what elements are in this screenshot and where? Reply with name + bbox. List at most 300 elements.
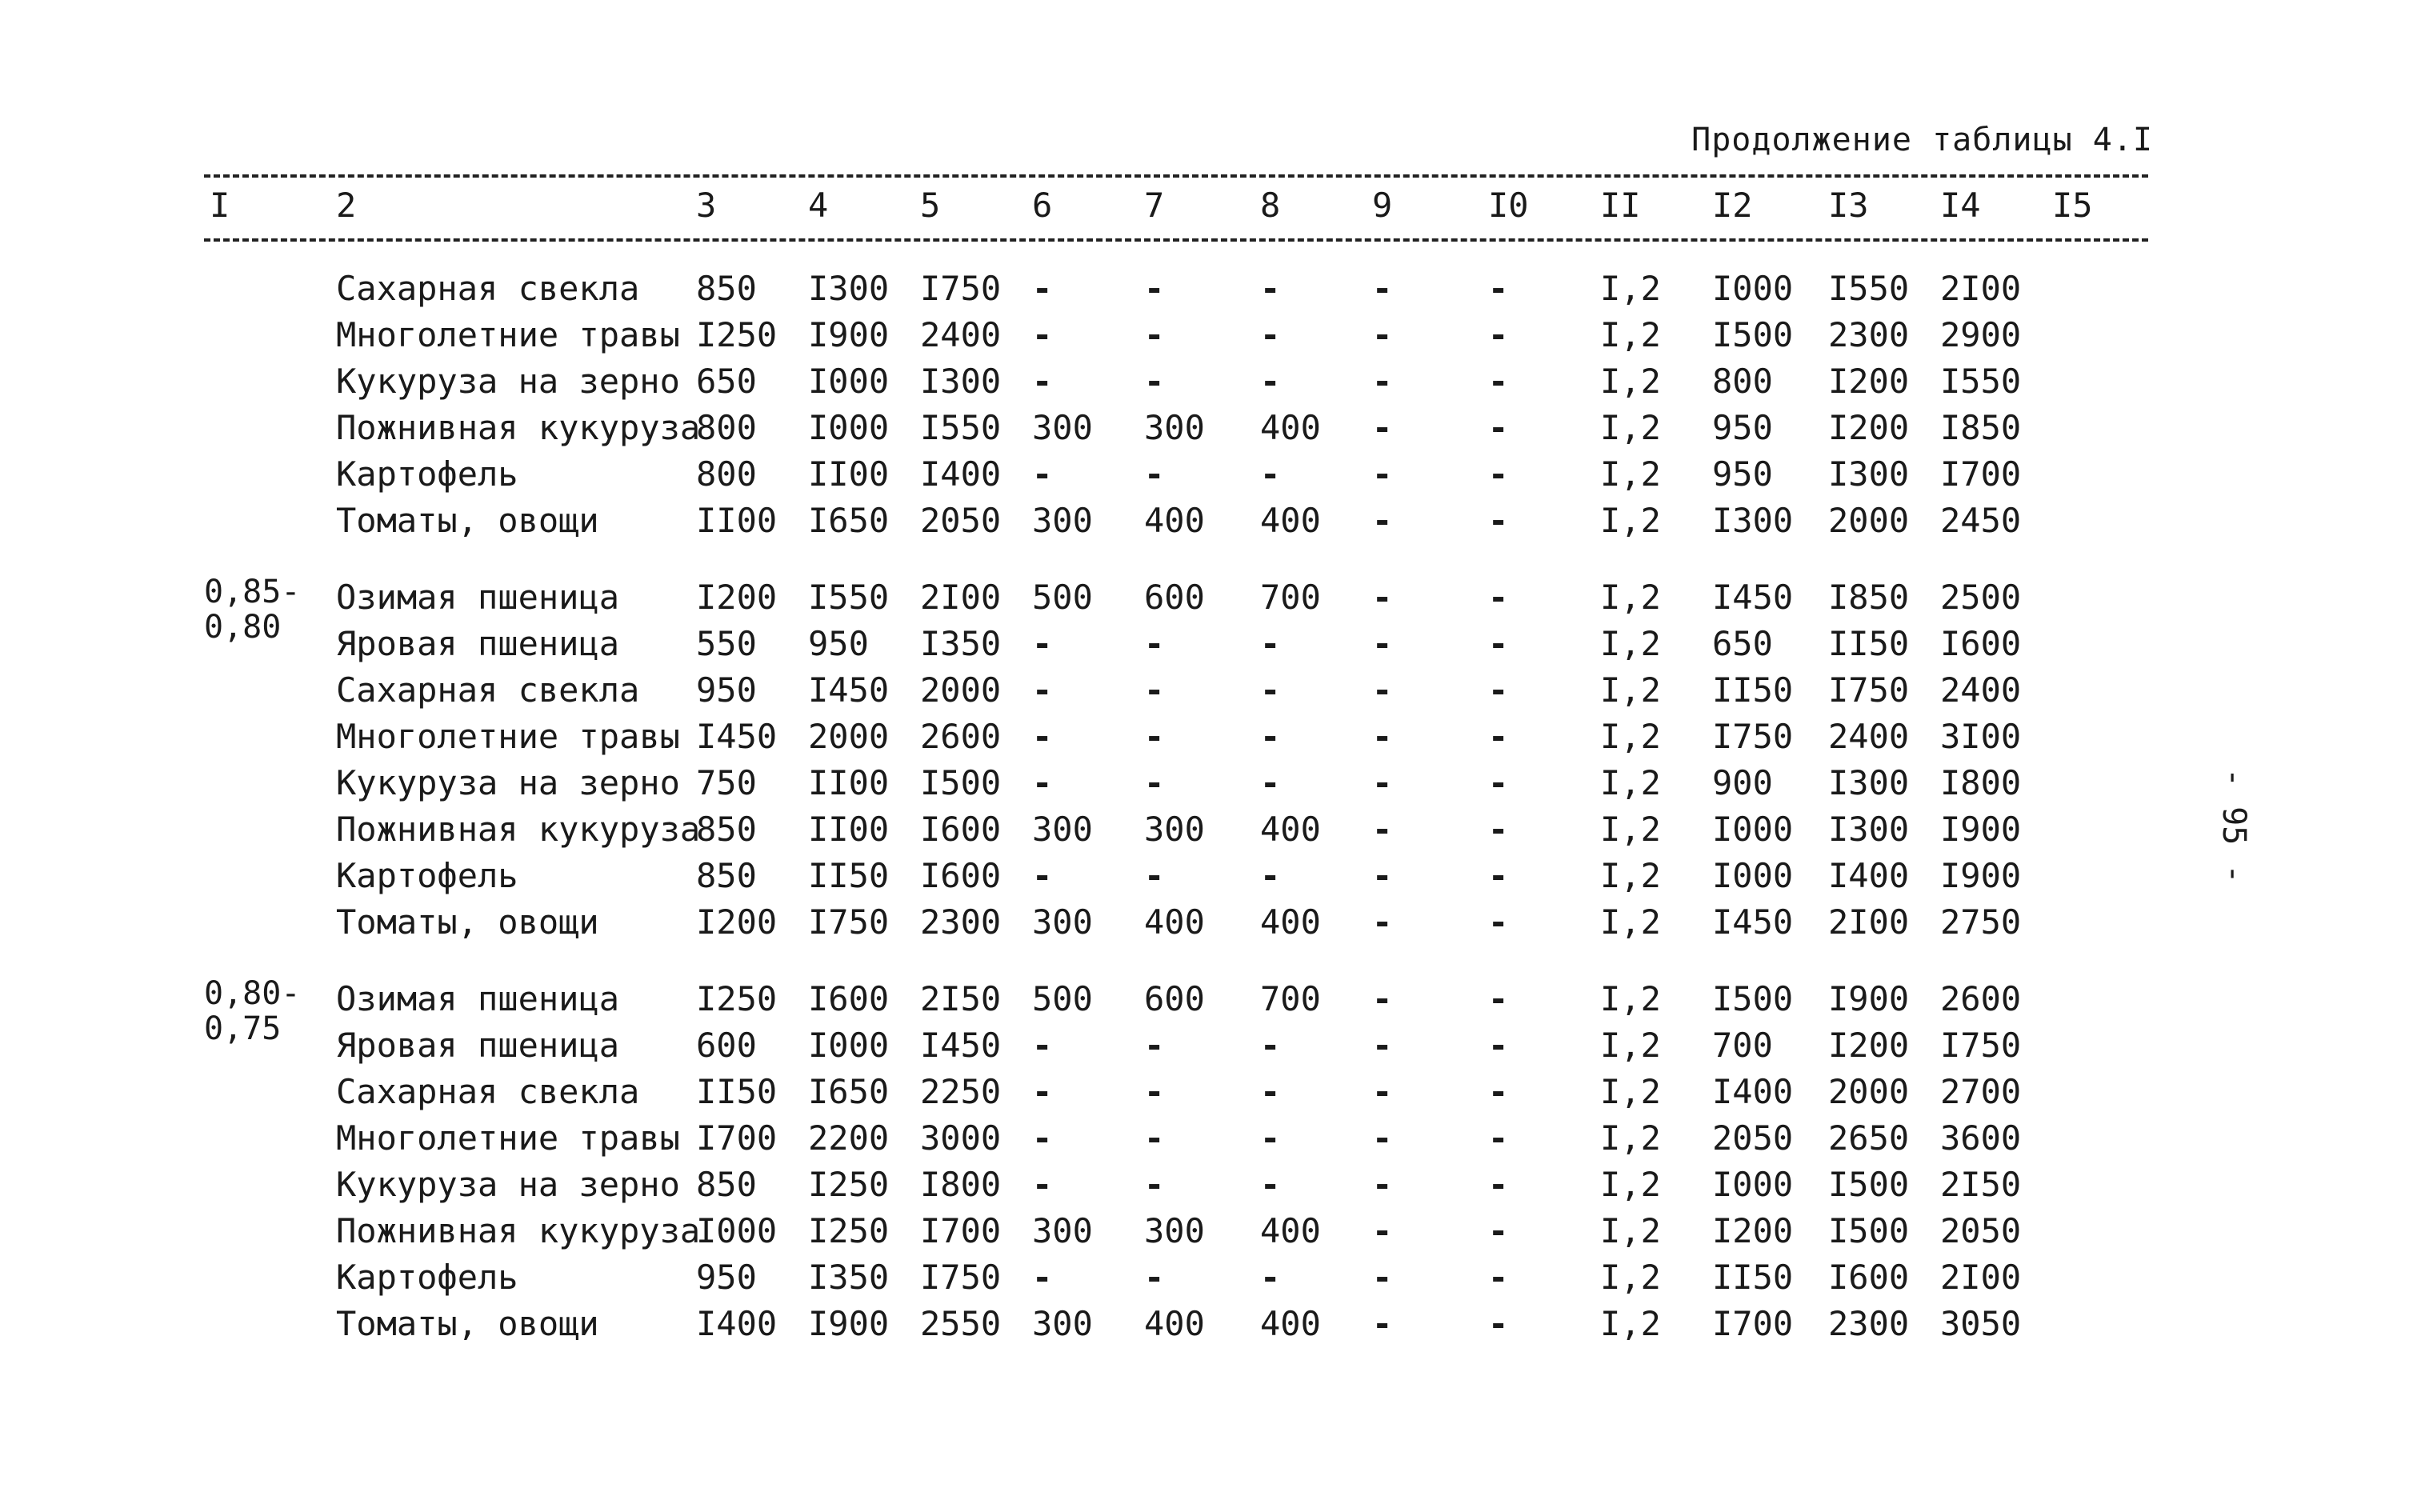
value-cell: I200 bbox=[1828, 408, 1910, 447]
value-cell: - bbox=[1488, 408, 1509, 447]
value-cell: - bbox=[1372, 902, 1393, 942]
value-cell: - bbox=[1260, 1118, 1281, 1158]
value-cell: 400 bbox=[1260, 408, 1321, 447]
column-header-14: I4 bbox=[1940, 186, 1981, 225]
value-cell: - bbox=[1488, 856, 1509, 895]
value-cell: I250 bbox=[696, 315, 778, 354]
value-cell: I400 bbox=[1828, 856, 1910, 895]
value-cell: - bbox=[1144, 624, 1165, 663]
value-cell: - bbox=[1144, 670, 1165, 710]
value-cell: I,2 bbox=[1600, 856, 1661, 895]
value-cell: 650 bbox=[1712, 624, 1773, 663]
crop-name-cell: Многолетние травы bbox=[336, 717, 680, 756]
table-row bbox=[0, 760, 2409, 806]
crop-name-cell: Кукуруза на зерно bbox=[336, 1165, 680, 1204]
table-row bbox=[0, 1115, 2409, 1162]
value-cell: I800 bbox=[1940, 763, 2022, 802]
crop-name-cell: Картофель bbox=[336, 856, 518, 895]
value-cell: I,2 bbox=[1600, 1258, 1661, 1297]
value-cell: - bbox=[1144, 1165, 1165, 1204]
value-cell: 2750 bbox=[1940, 902, 2022, 942]
value-cell: I500 bbox=[920, 763, 1002, 802]
crop-name-cell: Томаты, овощи bbox=[336, 501, 599, 540]
value-cell: - bbox=[1144, 454, 1165, 494]
value-cell: I300 bbox=[1712, 501, 1794, 540]
value-cell: 850 bbox=[696, 856, 757, 895]
value-cell: - bbox=[1144, 1118, 1165, 1158]
value-cell: I200 bbox=[1828, 362, 1910, 401]
value-cell: I,2 bbox=[1600, 501, 1661, 540]
value-cell: 300 bbox=[1144, 810, 1205, 849]
value-cell: I000 bbox=[808, 408, 890, 447]
header-bottom-rule bbox=[204, 238, 2148, 242]
value-cell: - bbox=[1260, 1258, 1281, 1297]
value-cell: - bbox=[1488, 269, 1509, 308]
value-cell: - bbox=[1144, 1258, 1165, 1297]
value-cell: I450 bbox=[696, 717, 778, 756]
value-cell: I,2 bbox=[1600, 1211, 1661, 1250]
value-cell: I750 bbox=[1828, 670, 1910, 710]
value-cell: I,2 bbox=[1600, 1072, 1661, 1111]
value-cell: - bbox=[1488, 902, 1509, 942]
value-cell: - bbox=[1372, 670, 1393, 710]
value-cell: I750 bbox=[808, 902, 890, 942]
value-cell: - bbox=[1032, 856, 1053, 895]
value-cell: I750 bbox=[1712, 717, 1794, 756]
value-cell: 2000 bbox=[808, 717, 890, 756]
value-cell: I,2 bbox=[1600, 1026, 1661, 1065]
table-row bbox=[0, 853, 2409, 899]
value-cell: 850 bbox=[696, 1165, 757, 1204]
value-cell: I650 bbox=[808, 1072, 890, 1111]
crop-name-cell: Кукуруза на зерно bbox=[336, 763, 680, 802]
value-cell: I750 bbox=[920, 1258, 1002, 1297]
value-cell: - bbox=[1144, 856, 1165, 895]
value-cell: I700 bbox=[1940, 454, 2022, 494]
value-cell: - bbox=[1488, 763, 1509, 802]
value-cell: - bbox=[1372, 578, 1393, 617]
value-cell: 3000 bbox=[920, 1118, 1002, 1158]
value-cell: - bbox=[1372, 1211, 1393, 1250]
value-cell: 2050 bbox=[1712, 1118, 1794, 1158]
table-row bbox=[0, 1069, 2409, 1115]
crop-name-cell: Пожнивная кукуруза bbox=[336, 1211, 701, 1250]
value-cell: 2700 bbox=[1940, 1072, 2022, 1111]
value-cell: - bbox=[1372, 979, 1393, 1018]
crop-name-cell: Яровая пшеница bbox=[336, 624, 620, 663]
value-cell: I,2 bbox=[1600, 624, 1661, 663]
value-cell: 600 bbox=[1144, 578, 1205, 617]
value-cell: - bbox=[1260, 717, 1281, 756]
value-cell: 600 bbox=[1144, 979, 1205, 1018]
value-cell: 2I00 bbox=[1940, 1258, 2022, 1297]
value-cell: 700 bbox=[1712, 1026, 1773, 1065]
column-header-9: 9 bbox=[1372, 186, 1393, 225]
value-cell: - bbox=[1260, 1165, 1281, 1204]
table-caption: Продолжение таблицы 4.I bbox=[1691, 122, 2153, 158]
table-row bbox=[0, 266, 2409, 312]
value-cell: - bbox=[1260, 670, 1281, 710]
value-cell: 2I00 bbox=[1828, 902, 1910, 942]
value-cell: I900 bbox=[808, 1304, 890, 1343]
crop-name-cell: Сахарная свекла bbox=[336, 670, 640, 710]
group-range-label: 0,85- 0,80 bbox=[204, 574, 301, 646]
value-cell: - bbox=[1144, 1026, 1165, 1065]
value-cell: I,2 bbox=[1600, 902, 1661, 942]
value-cell: II50 bbox=[696, 1072, 778, 1111]
value-cell: 3050 bbox=[1940, 1304, 2022, 1343]
value-cell: 400 bbox=[1260, 810, 1321, 849]
value-cell: 800 bbox=[696, 454, 757, 494]
table-row bbox=[0, 574, 2409, 621]
value-cell: - bbox=[1488, 454, 1509, 494]
value-cell: 2650 bbox=[1828, 1118, 1910, 1158]
value-cell: I,2 bbox=[1600, 408, 1661, 447]
value-cell: 2300 bbox=[1828, 1304, 1910, 1343]
crop-name-cell: Пожнивная кукуруза bbox=[336, 408, 701, 447]
value-cell: I550 bbox=[1828, 269, 1910, 308]
value-cell: I300 bbox=[920, 362, 1002, 401]
value-cell: 300 bbox=[1032, 902, 1093, 942]
crop-name-cell: Многолетние травы bbox=[336, 315, 680, 354]
value-cell: 2000 bbox=[1828, 501, 1910, 540]
crop-name-cell: Томаты, овощи bbox=[336, 1304, 599, 1343]
value-cell: I450 bbox=[920, 1026, 1002, 1065]
value-cell: - bbox=[1260, 454, 1281, 494]
value-cell: I300 bbox=[808, 269, 890, 308]
value-cell: 2000 bbox=[1828, 1072, 1910, 1111]
value-cell: - bbox=[1488, 1026, 1509, 1065]
value-cell: - bbox=[1032, 269, 1053, 308]
table-row bbox=[0, 312, 2409, 358]
value-cell: - bbox=[1032, 717, 1053, 756]
value-cell: - bbox=[1372, 856, 1393, 895]
value-cell: - bbox=[1488, 501, 1509, 540]
value-cell: I500 bbox=[1712, 979, 1794, 1018]
value-cell: I000 bbox=[1712, 810, 1794, 849]
row-group bbox=[0, 574, 2409, 946]
value-cell: 2300 bbox=[920, 902, 1002, 942]
value-cell: 2050 bbox=[920, 501, 1002, 540]
value-cell: I350 bbox=[920, 624, 1002, 663]
value-cell: - bbox=[1372, 1026, 1393, 1065]
value-cell: I800 bbox=[920, 1165, 1002, 1204]
value-cell: 2900 bbox=[1940, 315, 2022, 354]
page-number: - 95 - bbox=[2215, 768, 2252, 884]
value-cell: 800 bbox=[696, 408, 757, 447]
value-cell: I300 bbox=[1828, 454, 1910, 494]
crop-name-cell: Яровая пшеница bbox=[336, 1026, 620, 1065]
table-row bbox=[0, 976, 2409, 1022]
value-cell: I600 bbox=[1940, 624, 2022, 663]
value-cell: 700 bbox=[1260, 578, 1321, 617]
value-cell: I,2 bbox=[1600, 578, 1661, 617]
value-cell: - bbox=[1032, 1258, 1053, 1297]
value-cell: 2450 bbox=[1940, 501, 2022, 540]
table-row bbox=[0, 358, 2409, 405]
value-cell: I600 bbox=[1828, 1258, 1910, 1297]
value-cell: - bbox=[1032, 1118, 1053, 1158]
value-cell: I,2 bbox=[1600, 717, 1661, 756]
value-cell: I,2 bbox=[1600, 810, 1661, 849]
value-cell: 2I50 bbox=[920, 979, 1002, 1018]
table-row bbox=[0, 1162, 2409, 1208]
column-header-8: 8 bbox=[1260, 186, 1281, 225]
crop-name-cell: Многолетние травы bbox=[336, 1118, 680, 1158]
value-cell: I550 bbox=[1940, 362, 2022, 401]
value-cell: - bbox=[1144, 362, 1165, 401]
value-cell: 300 bbox=[1032, 408, 1093, 447]
crop-name-cell: Озимая пшеница bbox=[336, 979, 620, 1018]
value-cell: 2300 bbox=[1828, 315, 1910, 354]
value-cell: I400 bbox=[920, 454, 1002, 494]
value-cell: 500 bbox=[1032, 979, 1093, 1018]
value-cell: - bbox=[1032, 1165, 1053, 1204]
value-cell: I900 bbox=[1940, 856, 2022, 895]
value-cell: 850 bbox=[696, 269, 757, 308]
value-cell: I,2 bbox=[1600, 979, 1661, 1018]
column-header-1: I bbox=[210, 186, 230, 225]
value-cell: I550 bbox=[920, 408, 1002, 447]
value-cell: 2400 bbox=[920, 315, 1002, 354]
value-cell: 2I00 bbox=[920, 578, 1002, 617]
value-cell: I000 bbox=[1712, 856, 1794, 895]
header-top-rule bbox=[204, 174, 2148, 178]
value-cell: - bbox=[1372, 1072, 1393, 1111]
value-cell: - bbox=[1372, 362, 1393, 401]
value-cell: I000 bbox=[1712, 1165, 1794, 1204]
table-row bbox=[0, 451, 2409, 498]
table-row bbox=[0, 714, 2409, 760]
value-cell: I500 bbox=[1828, 1165, 1910, 1204]
crop-name-cell: Озимая пшеница bbox=[336, 578, 620, 617]
crop-name-cell: Картофель bbox=[336, 1258, 518, 1297]
table-row bbox=[0, 1301, 2409, 1347]
value-cell: 650 bbox=[696, 362, 757, 401]
value-cell: 300 bbox=[1032, 501, 1093, 540]
value-cell: 550 bbox=[696, 624, 757, 663]
value-cell: 400 bbox=[1144, 501, 1205, 540]
value-cell: I850 bbox=[1828, 578, 1910, 617]
column-header-12: I2 bbox=[1712, 186, 1753, 225]
value-cell: 850 bbox=[696, 810, 757, 849]
value-cell: - bbox=[1260, 1026, 1281, 1065]
table-row bbox=[0, 1254, 2409, 1301]
value-cell: 2600 bbox=[920, 717, 1002, 756]
value-cell: I000 bbox=[808, 362, 890, 401]
table-row bbox=[0, 899, 2409, 946]
value-cell: II00 bbox=[808, 763, 890, 802]
table-row bbox=[0, 621, 2409, 667]
value-cell: 900 bbox=[1712, 763, 1773, 802]
table-body bbox=[0, 266, 2409, 1378]
value-cell: - bbox=[1372, 1258, 1393, 1297]
value-cell: 300 bbox=[1032, 1304, 1093, 1343]
value-cell: I400 bbox=[1712, 1072, 1794, 1111]
value-cell: I,2 bbox=[1600, 763, 1661, 802]
value-cell: - bbox=[1488, 578, 1509, 617]
value-cell: I750 bbox=[920, 269, 1002, 308]
value-cell: I350 bbox=[808, 1258, 890, 1297]
value-cell: 400 bbox=[1260, 902, 1321, 942]
value-cell: II50 bbox=[1828, 624, 1910, 663]
value-cell: 2I00 bbox=[1940, 269, 2022, 308]
value-cell: I,2 bbox=[1600, 1165, 1661, 1204]
value-cell: 300 bbox=[1144, 408, 1205, 447]
value-cell: - bbox=[1488, 1211, 1509, 1250]
crop-name-cell: Картофель bbox=[336, 454, 518, 494]
value-cell: 950 bbox=[1712, 408, 1773, 447]
value-cell: 950 bbox=[808, 624, 869, 663]
value-cell: - bbox=[1032, 362, 1053, 401]
value-cell: II00 bbox=[808, 454, 890, 494]
value-cell: I750 bbox=[1940, 1026, 2022, 1065]
group-range-label: 0,80- 0,75 bbox=[204, 975, 301, 1047]
value-cell: I900 bbox=[808, 315, 890, 354]
value-cell: I300 bbox=[1828, 763, 1910, 802]
value-cell: - bbox=[1260, 763, 1281, 802]
table-row bbox=[0, 405, 2409, 451]
table-header-row bbox=[0, 186, 2409, 230]
value-cell: 950 bbox=[1712, 454, 1773, 494]
value-cell: - bbox=[1032, 1072, 1053, 1111]
column-header-7: 7 bbox=[1144, 186, 1165, 225]
value-cell: 2600 bbox=[1940, 979, 2022, 1018]
value-cell: - bbox=[1372, 1118, 1393, 1158]
value-cell: 400 bbox=[1260, 1304, 1321, 1343]
value-cell: 2200 bbox=[808, 1118, 890, 1158]
value-cell: I450 bbox=[1712, 578, 1794, 617]
value-cell: 300 bbox=[1032, 1211, 1093, 1250]
value-cell: I,2 bbox=[1600, 670, 1661, 710]
column-header-11: II bbox=[1600, 186, 1641, 225]
value-cell: 2000 bbox=[920, 670, 1002, 710]
value-cell: 500 bbox=[1032, 578, 1093, 617]
value-cell: I600 bbox=[920, 856, 1002, 895]
value-cell: 3I00 bbox=[1940, 717, 2022, 756]
value-cell: I450 bbox=[808, 670, 890, 710]
crop-name-cell: Пожнивная кукуруза bbox=[336, 810, 701, 849]
value-cell: I,2 bbox=[1600, 269, 1661, 308]
value-cell: I300 bbox=[1828, 810, 1910, 849]
value-cell: - bbox=[1260, 624, 1281, 663]
value-cell: 2050 bbox=[1940, 1211, 2022, 1250]
value-cell: I,2 bbox=[1600, 1118, 1661, 1158]
value-cell: - bbox=[1372, 454, 1393, 494]
table-row bbox=[0, 667, 2409, 714]
value-cell: II50 bbox=[1712, 670, 1794, 710]
value-cell: I650 bbox=[808, 501, 890, 540]
value-cell: - bbox=[1488, 670, 1509, 710]
value-cell: 400 bbox=[1144, 902, 1205, 942]
value-cell: - bbox=[1260, 856, 1281, 895]
value-cell: I250 bbox=[808, 1211, 890, 1250]
value-cell: 950 bbox=[696, 1258, 757, 1297]
value-cell: I200 bbox=[1828, 1026, 1910, 1065]
value-cell: 2500 bbox=[1940, 578, 2022, 617]
value-cell: - bbox=[1144, 315, 1165, 354]
value-cell: 2400 bbox=[1940, 670, 2022, 710]
column-header-15: I5 bbox=[2052, 186, 2093, 225]
value-cell: - bbox=[1488, 1072, 1509, 1111]
value-cell: - bbox=[1488, 1118, 1509, 1158]
table-row bbox=[0, 498, 2409, 544]
column-header-4: 4 bbox=[808, 186, 829, 225]
value-cell: I200 bbox=[1712, 1211, 1794, 1250]
value-cell: - bbox=[1488, 810, 1509, 849]
value-cell: I200 bbox=[696, 902, 778, 942]
value-cell: - bbox=[1032, 1026, 1053, 1065]
value-cell: 750 bbox=[696, 763, 757, 802]
value-cell: 400 bbox=[1260, 501, 1321, 540]
crop-name-cell: Кукуруза на зерно bbox=[336, 362, 680, 401]
value-cell: I600 bbox=[920, 810, 1002, 849]
value-cell: - bbox=[1372, 269, 1393, 308]
value-cell: - bbox=[1488, 362, 1509, 401]
value-cell: I600 bbox=[808, 979, 890, 1018]
value-cell: I500 bbox=[1712, 315, 1794, 354]
value-cell: I850 bbox=[1940, 408, 2022, 447]
value-cell: - bbox=[1372, 315, 1393, 354]
value-cell: I,2 bbox=[1600, 315, 1661, 354]
value-cell: 700 bbox=[1260, 979, 1321, 1018]
row-group bbox=[0, 266, 2409, 544]
value-cell: 2I50 bbox=[1940, 1165, 2022, 1204]
value-cell: - bbox=[1488, 624, 1509, 663]
value-cell: - bbox=[1260, 1072, 1281, 1111]
value-cell: - bbox=[1372, 717, 1393, 756]
value-cell: II00 bbox=[808, 810, 890, 849]
value-cell: I250 bbox=[696, 979, 778, 1018]
value-cell: 400 bbox=[1260, 1211, 1321, 1250]
value-cell: I400 bbox=[696, 1304, 778, 1343]
value-cell: - bbox=[1488, 1258, 1509, 1297]
value-cell: I000 bbox=[696, 1211, 778, 1250]
value-cell: I700 bbox=[920, 1211, 1002, 1250]
value-cell: - bbox=[1032, 763, 1053, 802]
value-cell: - bbox=[1032, 670, 1053, 710]
value-cell: I200 bbox=[696, 578, 778, 617]
value-cell: II00 bbox=[696, 501, 778, 540]
value-cell: I700 bbox=[1712, 1304, 1794, 1343]
column-header-3: 3 bbox=[696, 186, 717, 225]
column-header-2: 2 bbox=[336, 186, 357, 225]
value-cell: I900 bbox=[1828, 979, 1910, 1018]
value-cell: II50 bbox=[1712, 1258, 1794, 1297]
value-cell: - bbox=[1488, 1304, 1509, 1343]
value-cell: - bbox=[1488, 979, 1509, 1018]
table-row bbox=[0, 806, 2409, 853]
value-cell: I500 bbox=[1828, 1211, 1910, 1250]
value-cell: 400 bbox=[1144, 1304, 1205, 1343]
value-cell: - bbox=[1372, 624, 1393, 663]
column-header-5: 5 bbox=[920, 186, 941, 225]
value-cell: 3600 bbox=[1940, 1118, 2022, 1158]
value-cell: - bbox=[1260, 269, 1281, 308]
value-cell: 2400 bbox=[1828, 717, 1910, 756]
value-cell: - bbox=[1372, 763, 1393, 802]
value-cell: I000 bbox=[808, 1026, 890, 1065]
value-cell: - bbox=[1372, 408, 1393, 447]
column-header-13: I3 bbox=[1828, 186, 1869, 225]
value-cell: 300 bbox=[1032, 810, 1093, 849]
value-cell: - bbox=[1372, 810, 1393, 849]
value-cell: I900 bbox=[1940, 810, 2022, 849]
value-cell: 2250 bbox=[920, 1072, 1002, 1111]
value-cell: - bbox=[1144, 717, 1165, 756]
value-cell: 2550 bbox=[920, 1304, 1002, 1343]
value-cell: I450 bbox=[1712, 902, 1794, 942]
